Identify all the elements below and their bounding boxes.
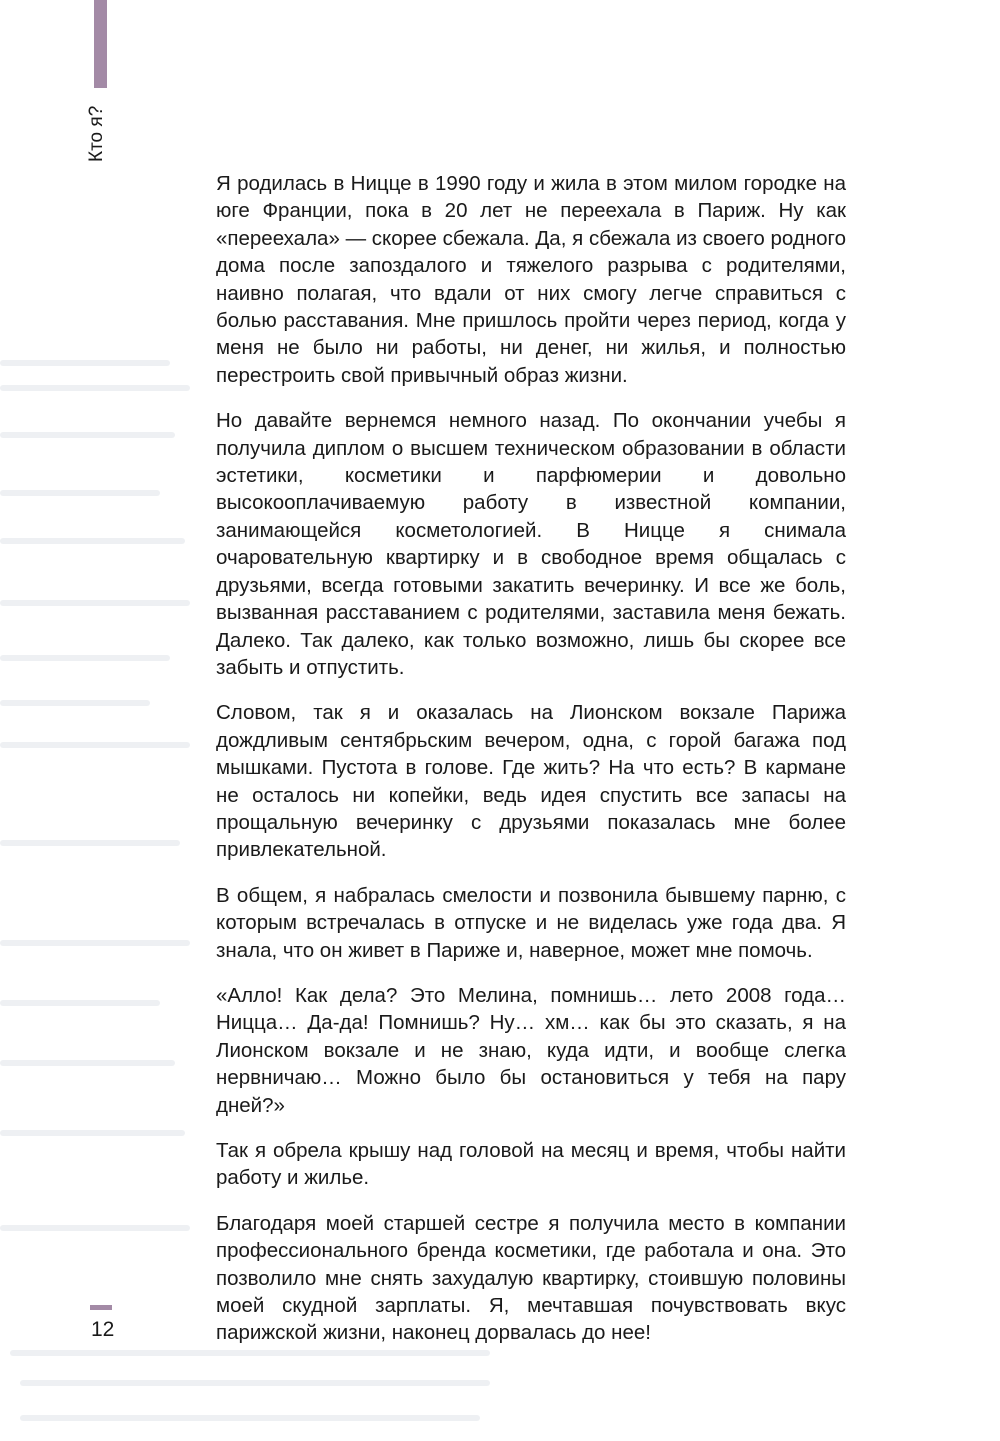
paragraph: Словом, так я и оказалась на Лионском вокзале Парижа дождливым сентябрьским вечером, одна, с горой багажа под мышками. Пустота в голове. Где жить? На что есть? В кармане не осталось ни копейки, ведь идея спустить все запасы на прощальную вечеринку с друзьями показалась мне более привлекательной. [216,701,846,862]
chapter-accent-bar [94,0,107,88]
page-number-accent [90,1305,112,1310]
chapter-title: Кто я? [86,105,107,162]
paragraph: Так я обрела крышу над головой на месяц и время, чтобы найти работу и жилье. [216,1139,846,1190]
main-text [216,170,846,1347]
paragraph: В общем, я набралась смелости и позвонила бывшему парню, с которым встречалась в отпуске и не виделась уже года два. Я знала, что он живет в Париже и, наверное, может мне помочь. [216,883,846,962]
paragraph: Но давайте вернемся немного назад. По окончании учебы я получила диплом о высшем техническом образовании в области эстетики, косметики и парфюмерии и довольно высокооплачиваемую работу в известной компании, занимающейся косметологией. В Ницце я снимала очаровательную квартирку и в свободное время общалась с друзьями, всегда готовыми закатить вечеринку. И все же боль, вызванная расставанием с родителями, заставила меня бежать. Далеко. Так далеко, как только возможно, лишь бы скорее все забыть и отпустить. [216,409,846,679]
paragraph: Я родилась в Ницце в 1990 году и жила в этом милом городке на юге Франции, пока в 20 лет не переехала в Париж. Ну как «переехала» — скорее сбежала. Да, я сбежала из своего родного дома после запоздалого и тяжелого разрыва с родителями, наивно полагая, что вдали от них смогу легче справиться с болью расставания. Мне пришлось пройти через период, когда у меня не было ни работы, ни денег, ни жилья, и полностью перестроить свой привычный образ жизни. [216,172,846,387]
paragraph: «Алло! Как дела? Это Мелина, помнишь… лето 2008 года… Ницца… Да-да! Помнишь? Ну… хм… как бы это сказать, я на Лионском вокзале и не знаю, куда идти, и вообще слегка нервничаю… Можно было бы остановиться у тебя на пару дней?» [216,983,846,1117]
paragraph: Благодаря моей старшей сестре я получила место в компании профессионального бренда косметики, где работала и она. Это позволило мне снять захудалую квартирку, стоившую половины моей скудной зарплаты. Я, мечтавшая почувствовать вкус парижской жизни, наконец дорвалась до нее! [216,1211,846,1345]
page-number: 12 [91,1318,115,1341]
